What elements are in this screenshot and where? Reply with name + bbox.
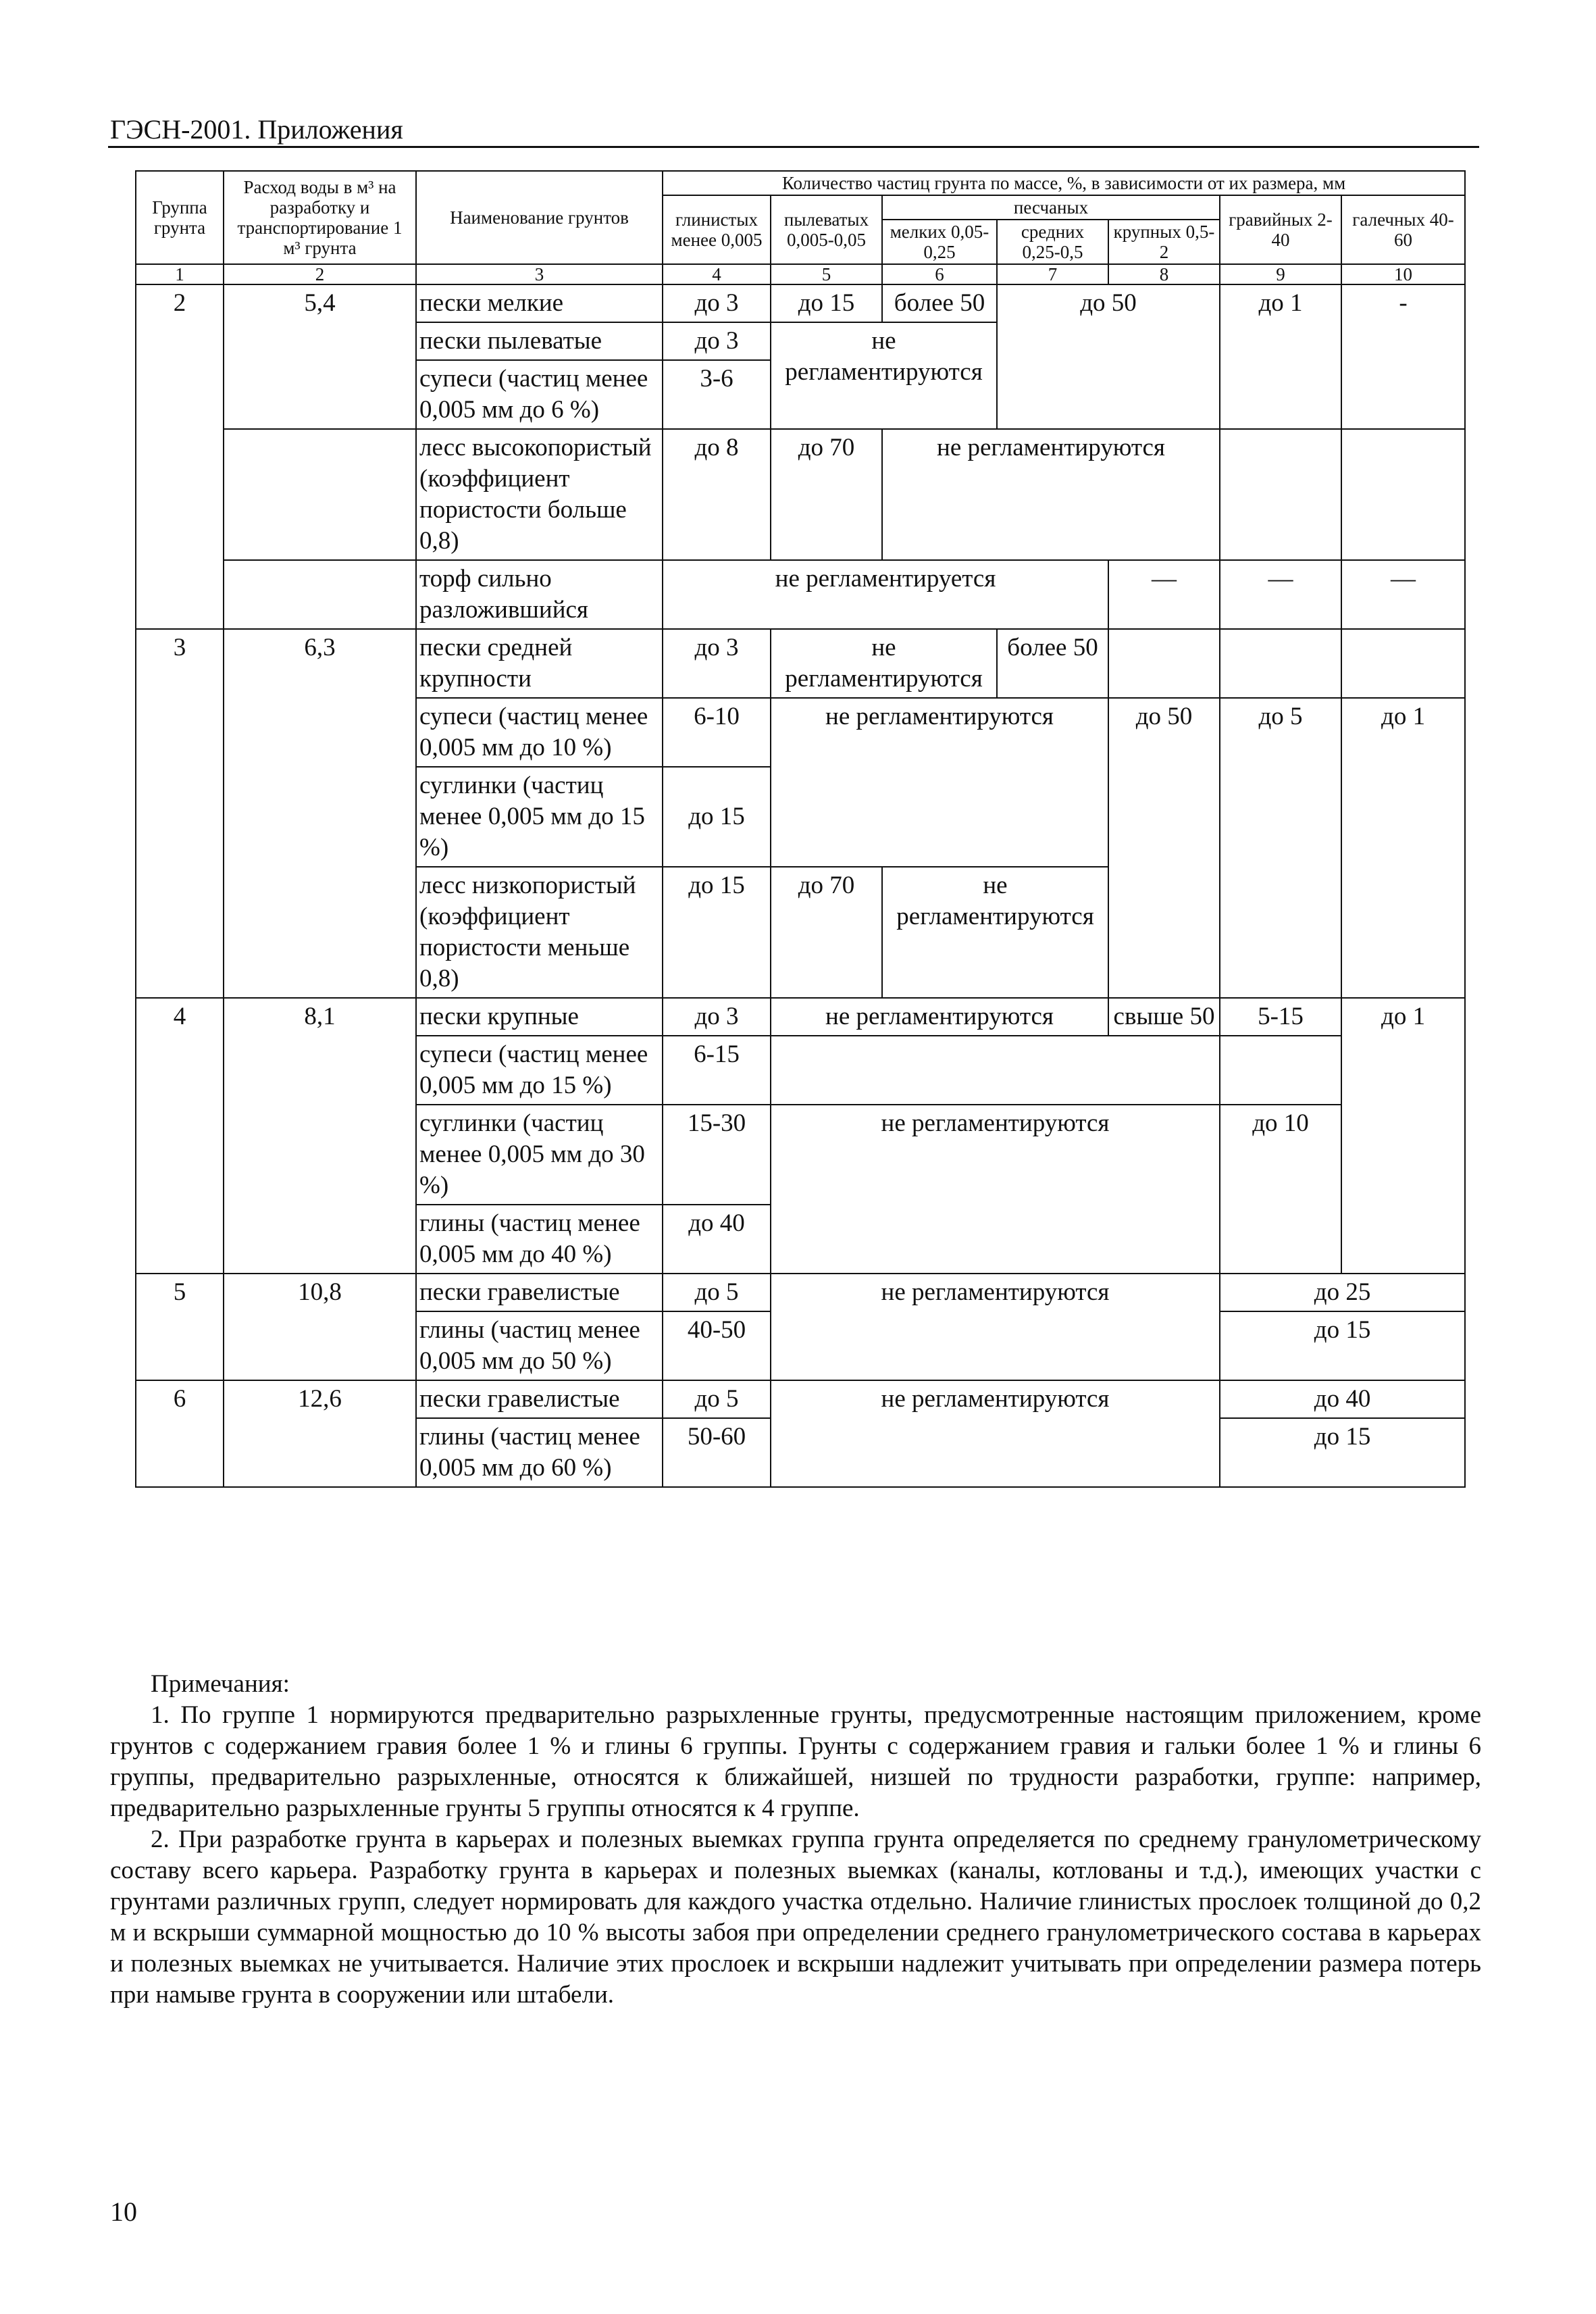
clay-cell: 40-50	[663, 1311, 771, 1380]
group-cell: 2	[136, 284, 224, 629]
table-row	[136, 1380, 1465, 1418]
soil-name-cell: пески пылеватые	[416, 322, 663, 360]
water-cell: 10,8	[224, 1274, 416, 1380]
gravel-pebble-cell: до 15	[1220, 1418, 1465, 1487]
span-cell: не регламентируются	[771, 1380, 1220, 1487]
coarse-cell: —	[1108, 560, 1220, 629]
coarse-cell: свыше 50	[1108, 998, 1220, 1036]
water-cell: 12,6	[224, 1380, 416, 1487]
col-head-particles: Количество частиц грунта по массе, %, в зависимости от их размера, мм	[663, 171, 1465, 195]
col-head-name: Наименование грунтов	[416, 171, 663, 264]
col-head-coarse: крупных 0,5-2	[1108, 220, 1220, 264]
soil-name-cell: глины (частиц менее 0,005 мм до 50 %)	[416, 1311, 663, 1380]
span-cell	[771, 1036, 1220, 1105]
gravel-cell: —	[1220, 560, 1341, 629]
soil-name-cell: супеси (частиц менее 0,005 мм до 10 %)	[416, 698, 663, 767]
pebble-cell	[1341, 429, 1465, 560]
soil-name-cell: пески средней крупности	[416, 629, 663, 698]
col-num: 6	[882, 264, 997, 284]
group-cell: 5	[136, 1274, 224, 1380]
clay-cell: до 3	[663, 629, 771, 698]
fine-cell: более 50	[882, 284, 997, 322]
soil-name-cell: пески мелкие	[416, 284, 663, 322]
table-row	[136, 629, 1465, 698]
table-row	[136, 429, 1465, 560]
notes-title: Примечания:	[151, 1670, 290, 1698]
clay-cell: до 3	[663, 998, 771, 1036]
soil-name-cell: лесс высокопористый (коэффициент пористости больше 0,8)	[416, 429, 663, 560]
col-num: 2	[224, 264, 416, 284]
col-num: 5	[771, 264, 882, 284]
coarse-cell	[1108, 629, 1220, 698]
gravel-cell	[1220, 1036, 1341, 1105]
clay-cell: 15-30	[663, 1105, 771, 1205]
gravel-cell: до 10	[1220, 1105, 1341, 1274]
gravel-cell	[1220, 629, 1341, 698]
clay-cell: до 3	[663, 322, 771, 360]
col-head-clay: глинистых менее 0,005	[663, 195, 771, 264]
soil-name-cell: пески гравелистые	[416, 1274, 663, 1311]
col-head-pebble: галечных 40-60	[1341, 195, 1465, 264]
clay-cell: до 5	[663, 1274, 771, 1311]
soil-name-cell: пески крупные	[416, 998, 663, 1036]
soil-name-cell: супеси (частиц менее 0,005 мм до 6 %)	[416, 360, 663, 429]
col-num: 7	[997, 264, 1108, 284]
water-cell: 5,4	[224, 284, 416, 429]
soil-groups-table-wrap	[135, 170, 1464, 1488]
col-head-sand: песчаных	[882, 195, 1220, 220]
group-cell: 3	[136, 629, 224, 998]
pebble-cell	[1341, 629, 1465, 698]
table-row	[136, 284, 1465, 322]
gravel-cell: до 5	[1220, 698, 1341, 998]
col-head-water: Расход воды в м³ на разработку и транспортирование 1 м³ грунта	[224, 171, 416, 264]
col-head-silt: пылеватых 0,005-0,05	[771, 195, 882, 264]
col-num: 1	[136, 264, 224, 284]
notes-section	[110, 1669, 1481, 2011]
soil-name-cell: пески гравелистые	[416, 1380, 663, 1418]
clay-cell: до 15	[663, 767, 771, 867]
medium-cell: более 50	[997, 629, 1108, 698]
pebble-cell: до 1	[1341, 698, 1465, 998]
water-cell: 8,1	[224, 998, 416, 1274]
table-row	[136, 560, 1465, 629]
col-head-gravel: гравийных 2-40	[1220, 195, 1341, 264]
clay-cell: 3-6	[663, 360, 771, 429]
clay-cell: 6-15	[663, 1036, 771, 1105]
silt-cell: до 70	[771, 429, 882, 560]
gravel-cell: до 1	[1220, 284, 1341, 429]
silt-cell: до 70	[771, 867, 882, 998]
note-1: 1. По группе 1 нормируются предварительно разрыхленные грунты, предусмотренные настоящим приложением, кроме грунтов с содержанием гравия более 1 % и глины 6 группы. Грунты с содержанием гравия и гальки более 1 % и глины 6 группы, предварительно разрыхленные, относятся к ближайшей, низшей по трудности разработки, группе: например, предварительно разрыхленные грунты 5 группы относятся к 4 группе.	[110, 1701, 1481, 1822]
span-cell: не регламентируются	[771, 998, 1108, 1036]
col-num: 8	[1108, 264, 1220, 284]
clay-cell: 50-60	[663, 1418, 771, 1487]
col-head-fine: мелких 0,05-0,25	[882, 220, 997, 264]
clay-cell: до 3	[663, 284, 771, 322]
water-cell	[224, 560, 416, 629]
coarse-cell: до 50	[1108, 698, 1220, 998]
water-cell	[224, 429, 416, 560]
soil-groups-table	[135, 170, 1466, 1488]
col-num: 9	[1220, 264, 1341, 284]
pebble-cell: -	[1341, 284, 1465, 429]
soil-name-cell: глины (частиц менее 0,005 мм до 40 %)	[416, 1205, 663, 1274]
clay-cell: 6-10	[663, 698, 771, 767]
medium-coarse-cell: до 50	[997, 284, 1220, 429]
pebble-cell: —	[1341, 560, 1465, 629]
gravel-pebble-cell: до 15	[1220, 1311, 1465, 1380]
sand-span-cell: не регламентируются	[882, 429, 1220, 560]
column-numbers-row	[136, 264, 1465, 284]
soil-name-cell: суглинки (частиц менее 0,005 мм до 30 %)	[416, 1105, 663, 1205]
col-num: 10	[1341, 264, 1465, 284]
silt-fine-cell: не регламентируются	[771, 322, 997, 429]
silt-cell: до 15	[771, 284, 882, 322]
gravel-cell: 5-15	[1220, 998, 1341, 1036]
gravel-pebble-cell: до 40	[1220, 1380, 1465, 1418]
gravel-pebble-cell: до 25	[1220, 1274, 1465, 1311]
span-cell: не регламентируется	[663, 560, 1108, 629]
soil-name-cell: лесс низкопористый (коэффициент пористости меньше 0,8)	[416, 867, 663, 998]
header-rule	[108, 146, 1479, 148]
note-2: 2. При разработке грунта в карьерах и полезных выемках группа грунта определяется по среднему гранулометрическому составу всего карьера. Разработку грунта в карьерах и полезных выемках (каналы, котлованы и т.д.), имеющих участки с грунтами различных групп, следует нормировать для каждого участка отдельно. Наличие глинистых прослоек толщиной до 0,2 м и вскрыши суммарной мощностью до 10 % высоты забоя при определении среднего гранулометрического состава в карьерах и полезных выемках не учитывается. Наличие этих прослоек и вскрыши надлежит учитывать при определении размера потерь при намыве грунта в сооружении или штабели.	[110, 1826, 1481, 2009]
pebble-cell: до 1	[1341, 998, 1465, 1274]
table-row	[136, 998, 1465, 1036]
gravel-cell	[1220, 429, 1341, 560]
span-cell: не регламентируются	[771, 1274, 1220, 1380]
span-cell: не регламентируются	[771, 1105, 1220, 1274]
running-header: ГЭСН-2001. Приложения	[110, 114, 403, 145]
clay-cell: до 8	[663, 429, 771, 560]
soil-name-cell: глины (частиц менее 0,005 мм до 60 %)	[416, 1418, 663, 1487]
soil-name-cell: супеси (частиц менее 0,005 мм до 15 %)	[416, 1036, 663, 1105]
silt-fine-cell: не регламентируются	[771, 629, 997, 698]
clay-cell: до 15	[663, 867, 771, 998]
span-cell: не регламентируются	[771, 698, 1108, 867]
table-row	[136, 1274, 1465, 1311]
page-number: 10	[110, 2196, 137, 2227]
clay-cell: до 5	[663, 1380, 771, 1418]
col-num: 4	[663, 264, 771, 284]
col-num: 3	[416, 264, 663, 284]
group-cell: 6	[136, 1380, 224, 1487]
water-cell: 6,3	[224, 629, 416, 998]
clay-cell: до 40	[663, 1205, 771, 1274]
group-cell: 4	[136, 998, 224, 1274]
soil-name-cell: суглинки (частиц менее 0,005 мм до 15 %)	[416, 767, 663, 867]
fine-medium-cell: не регламентируются	[882, 867, 1108, 998]
soil-name-cell: торф сильно разложившийся	[416, 560, 663, 629]
col-head-medium: средних 0,25-0,5	[997, 220, 1108, 264]
col-head-group: Группа грунта	[136, 171, 224, 264]
